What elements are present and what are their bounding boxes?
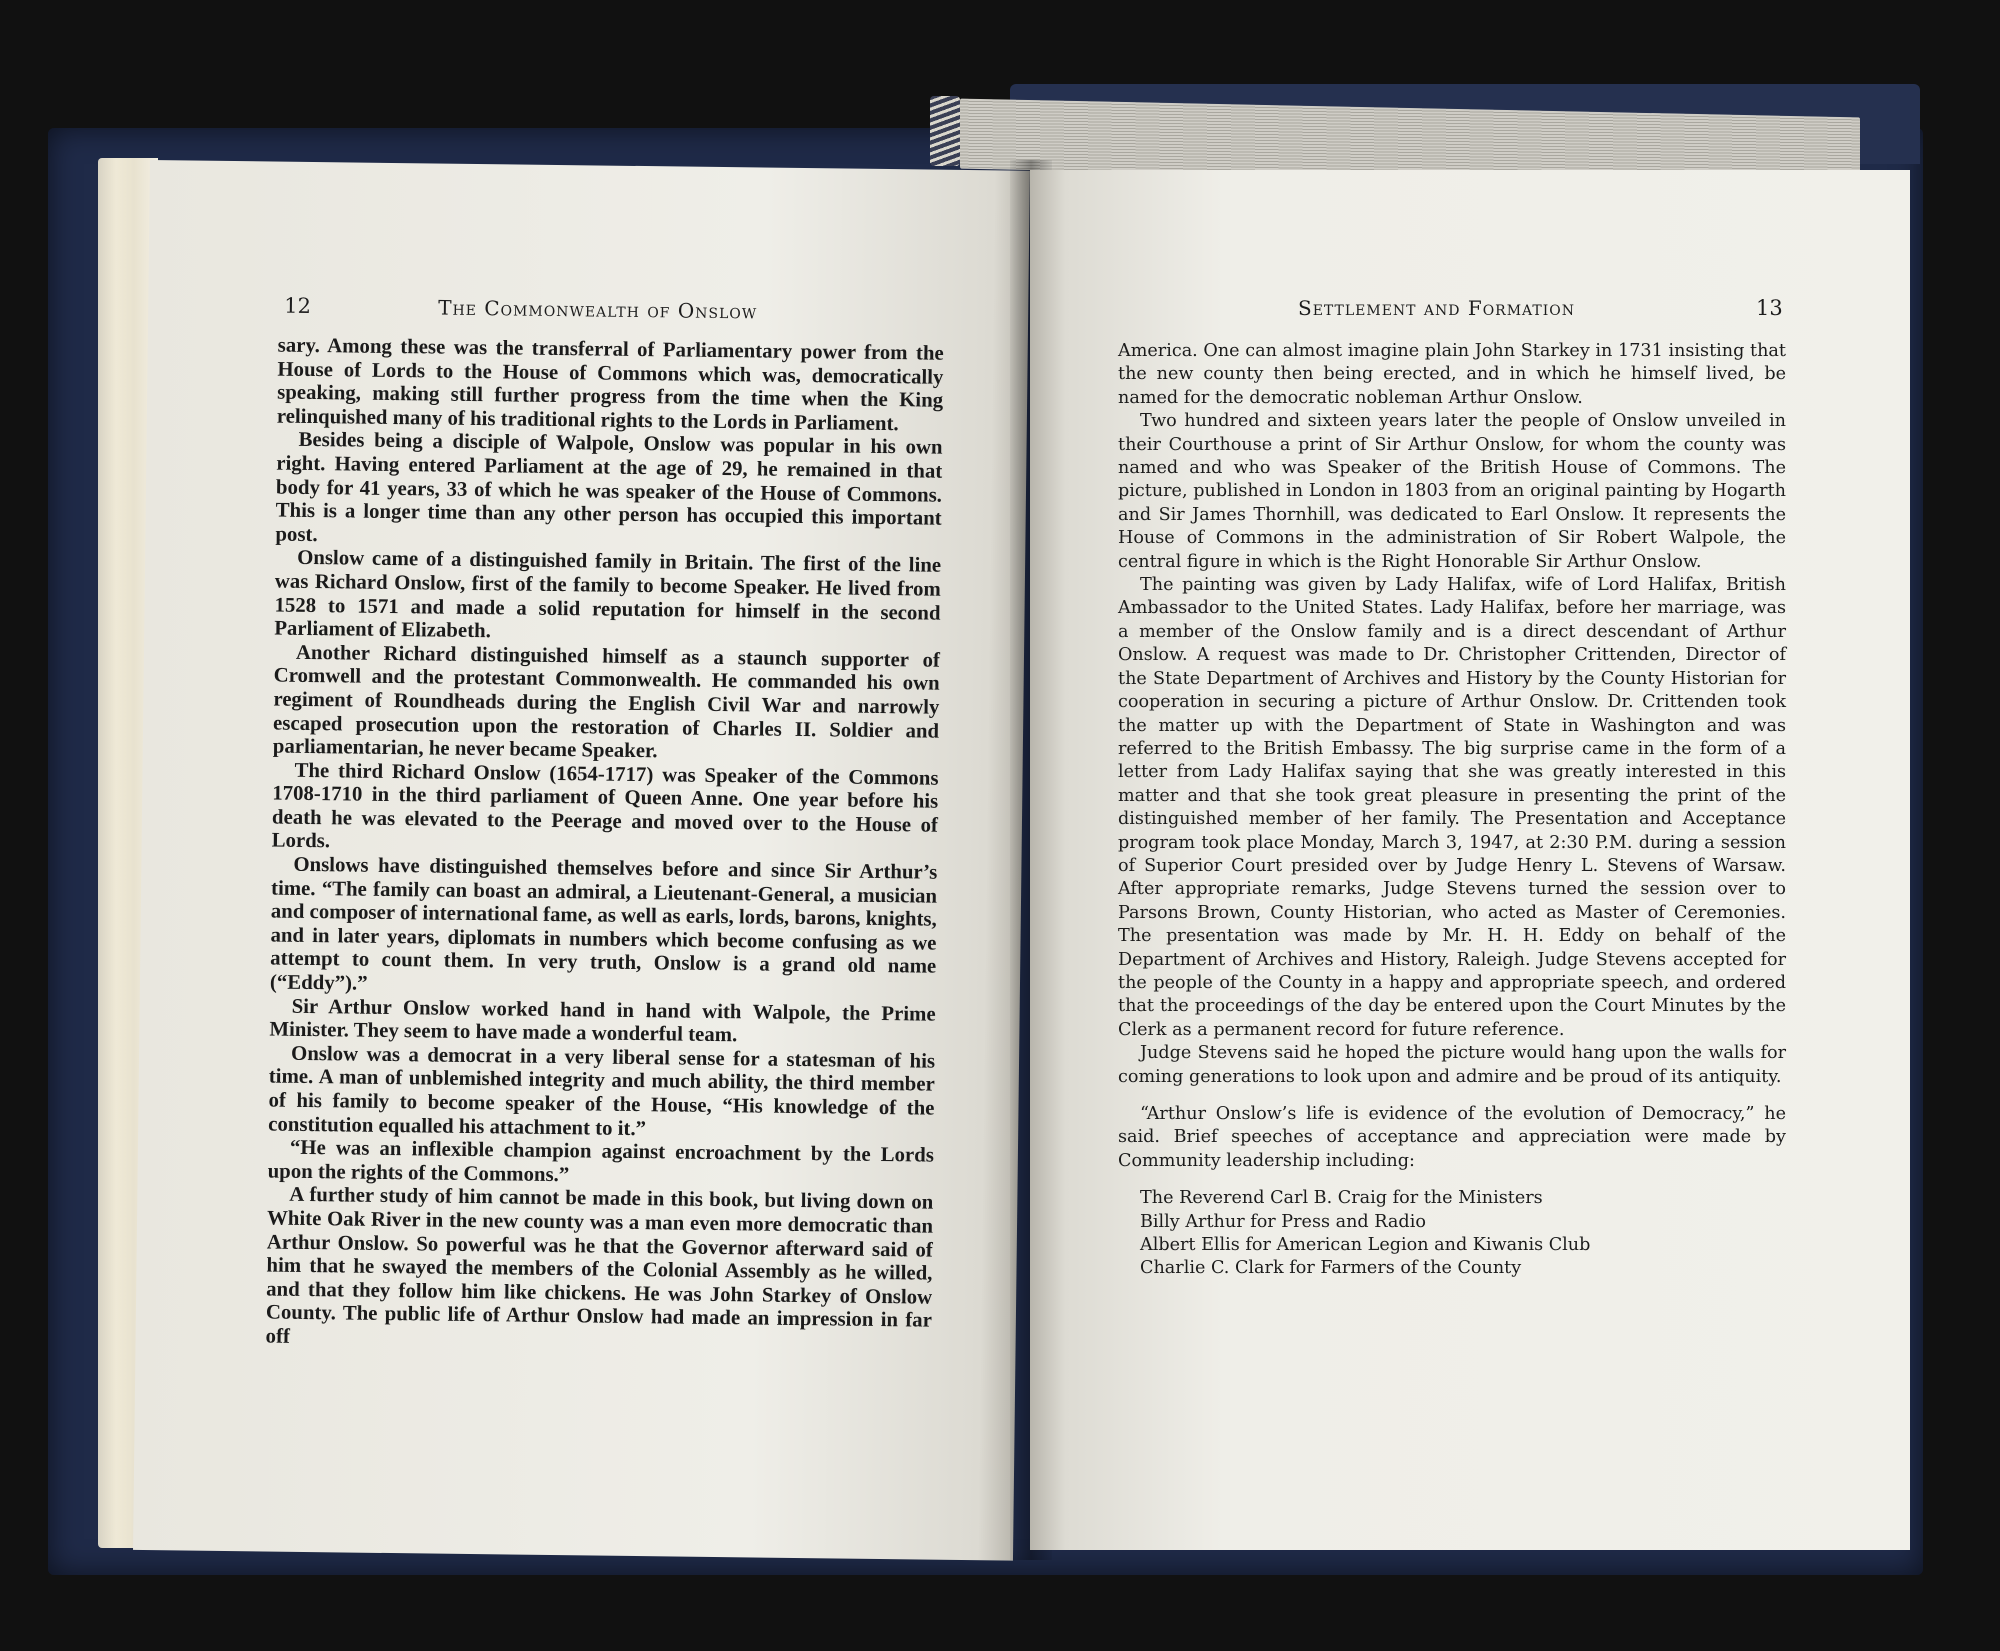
list-item: Charlie C. Clark for Farmers of the County [1140, 1258, 1522, 1279]
left-page-number: 12 [284, 293, 312, 318]
list-item: Albert Ellis for American Legion and Kiwanis Club [1140, 1235, 1591, 1256]
paragraph: Onslow came of a distinguished family in Britain. The first of the line was Richard Onslow, first of the family to become Speaker. He lived from 1528 to 1571 and made a solid reputation for himself in the second Parliament of Elizabeth. [274, 546, 942, 643]
right-page [1030, 170, 1910, 1550]
paragraph: Another Richard distinguished himself as a staunch supporter of Cromwell and the protestant Commonwealth. He commanded his own regiment of Roundheads during the English Civil War and narrowly escaped prosecution upon the restoration of Charles II. Soldier and parliamentarian, he never became Speaker. [272, 640, 941, 763]
paragraph: “He was an inflexible champion against encroachment by the Lords upon the rights of the Commons.” [267, 1135, 935, 1186]
list-item: Billy Arthur for Press and Radio [1140, 1211, 1426, 1232]
left-running-head [148, 292, 1028, 333]
list-item: The Reverend Carl B. Craig for the Ministers [1140, 1188, 1543, 1209]
right-running-head [1030, 296, 1910, 326]
paragraph: Onslows have distinguished themselves before and since Sir Arthur’s time. “The family can boast an admiral, a Lieutenant-General, a musician and composer of international fame, as well as earls, lords, barons, knights, and in later years, diplomats in numbers which become confusing as we attempt to count them. In very truth, Onslow is a grand old name (“Eddy”).” [269, 852, 938, 995]
left-running-title: The Commonwealth of Onslow [438, 295, 758, 324]
paragraph: A further study of him cannot be made in this book, but living down on White Oak River in the new county was a man even more democratic than Arthur Onslow. So powerful was he that the Governor afterward said of him that he swayed the members of the Colonial Assembly as he willed, and that they follow him like chickens. He was John Starkey of Onslow County. The public life of Arthur Onslow had made an impression in far off [265, 1183, 934, 1348]
right-body-text [1118, 340, 1786, 1281]
paragraph: Besides being a disciple of Walpole, Onslow was popular in his own right. Having entered Parliament at the age of 29, he remained in that body for 41 years, 33 of which he was speaker of the House of Commons. This is a longer time than any other person has occupied this important post. [275, 428, 943, 546]
speaker-list [1118, 1187, 1786, 1281]
paragraph: “Arthur Onslow’s life is evidence of the evolution of Democracy,” he said. Brief speeches of acceptance and appreciation were made by Community leadership including: [1118, 1104, 1786, 1171]
paragraph: America. One can almost imagine plain John Starkey in 1731 insisting that the new county then being erected, and in which he himself lived, be named for the democratic nobleman Arthur Onslow. [1118, 341, 1786, 408]
paragraph: The painting was given by Lady Halifax, wife of Lord Halifax, British Ambassador to the United States. Lady Halifax, before her marriage, was a member of the Onslow family and is a direct descendant of Arthur Onslow. A request was made to Dr. Christopher Crittenden, Director of the State Department of Archives and History by the County Historian for cooperation in securing a picture of Arthur Onslow. Dr. Crittenden took the matter up with the Department of State in Washington and was referred to the British Embassy. The big surprise came in the form of a letter from Lady Halifax saying that she was greatly interested in this matter and that she took great pleasure in presenting the print of the distinguished member of her family. The Presentation and Acceptance program took place Monday, March 3, 1947, at 2:30 P.M. during a session of Superior Court presided over by Judge Henry L. Stevens of Warsaw. After appropriate remarks, Judge Stevens turned the session over to Parsons Brown, County Historian, who acted as Master of Ceremonies. The presentation was made by Mr. H. H. Eddy on behalf of the Department of Archives and History, Raleigh. Judge Stevens accepted for the people of the County in a happy and appropriate speech, and ordered that the proceedings of the day be entered upon the Court Minutes by the Clerk as a permanent record for future reference. [1118, 575, 1786, 1040]
paragraph: Sir Arthur Onslow worked hand in hand with Walpole, the Prime Minister. They seem to have made a wonderful team. [269, 994, 936, 1047]
paragraph: Two hundred and sixteen years later the people of Onslow unveiled in their Courthouse a print of Sir Arthur Onslow, for whom the county was named and who was Speaker of the British House of Commons. The picture, published in London in 1803 from an original painting by Hogarth and Sir James Thornhill, was dedicated to Earl Onslow. It represents the House of Commons in the administration of Sir Robert Walpole, the central figure in which is the Right Honorable Sir Arthur Onslow. [1118, 411, 1786, 572]
left-body-text [265, 334, 943, 1357]
paragraph: Onslow was a democrat in a very liberal sense for a statesman of his time. A man of unblemished integrity and much ability, the third member of his family to become speaker of the House, “His knowledge of the constitution equalled his attachment to it.” [268, 1041, 936, 1140]
right-page-number: 13 [1756, 296, 1783, 320]
paragraph: sary. Among these was the transferral of Parliamentary power from the House of Lords to the House of Commons which was, democratically speaking, making still further progress from the time when the King relinquished many of his traditional rights to the Lords in Parliament. [276, 333, 944, 435]
left-page [133, 160, 1030, 1561]
paragraph: The third Richard Onslow (1654-1717) was Speaker of the Commons 1708-1710 in the third parliament of Queen Anne. One year before his death he was elevated to the Peerage and moved over to the House of Lords. [271, 758, 939, 853]
paragraph: Judge Stevens said he hoped the picture would hang upon the walls for coming generations to look upon and admire and be proud of its antiquity. [1118, 1043, 1786, 1087]
right-running-title: Settlement and Formation [1298, 296, 1575, 320]
spine-stitching [930, 96, 960, 166]
